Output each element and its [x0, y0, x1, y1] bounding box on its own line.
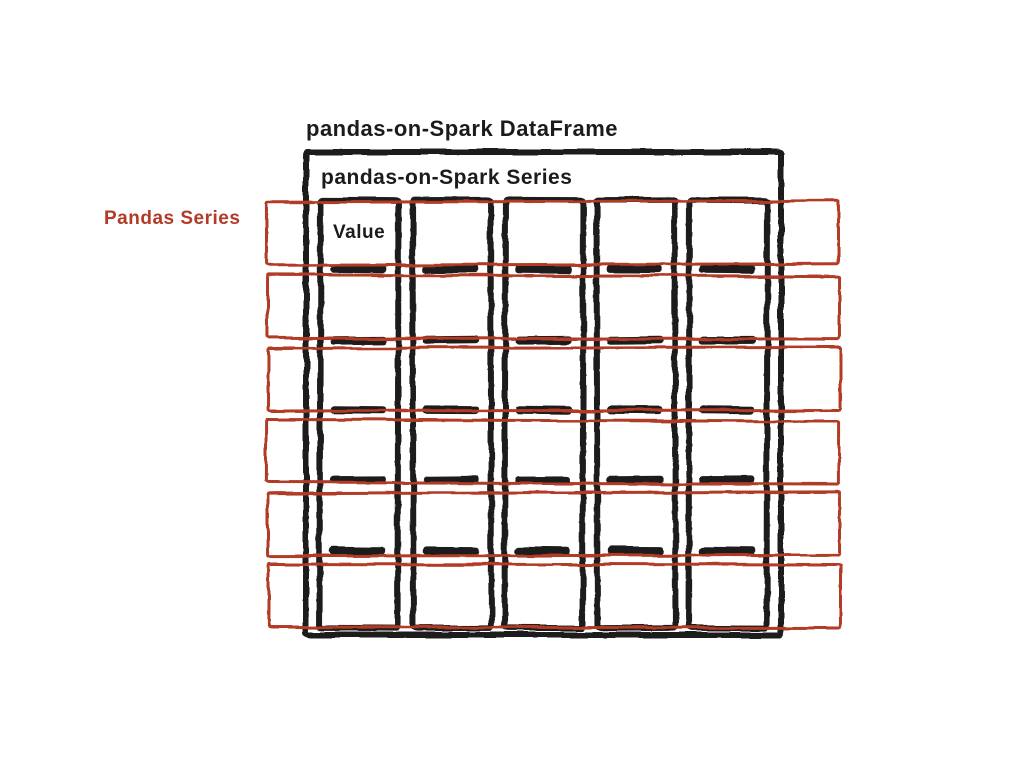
pandas-series-row: [267, 345, 842, 412]
series-label: pandas-on-Spark Series: [321, 166, 573, 189]
pandas-series-row: [266, 273, 841, 340]
dataframe-title: pandas-on-Spark DataFrame: [306, 116, 619, 141]
pandas-series-label: Pandas Series: [104, 208, 241, 229]
cell-separator-dash: [607, 265, 663, 273]
cell-separator-dash: [699, 265, 755, 274]
pandas-series-row: [267, 562, 842, 629]
value-label: Value: [333, 222, 386, 243]
pandas-series-row: [265, 418, 840, 486]
pandas-series-row: [266, 490, 841, 557]
